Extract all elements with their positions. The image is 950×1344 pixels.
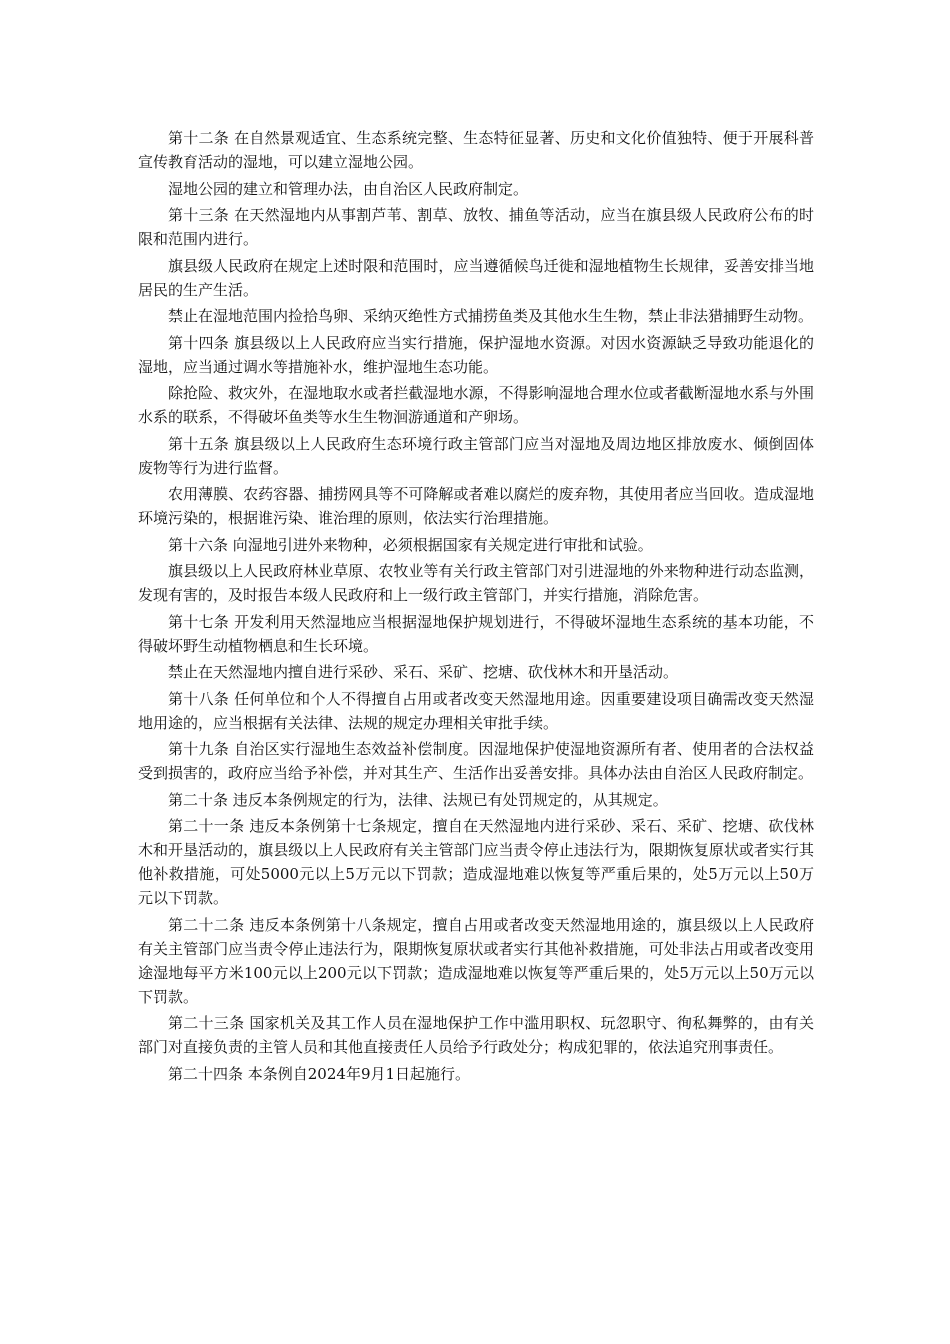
- paragraph-article-16: 第十六条 向湿地引进外来物种，必须根据国家有关规定进行审批和试验。: [168, 535, 653, 554]
- paragraph-wetland-park-rules: 湿地公园的建立和管理办法，由自治区人民政府制定。: [168, 179, 529, 198]
- paragraph-waste-recycling: 农用薄膜、农药容器、捕捞网具等不可降解或者难以腐烂的废弃物，其使用者应当回收。造成湿地环境污染的，根据谁污染、谁治理的原则，依法实行治理措施。: [138, 485, 814, 527]
- paragraph-article-15: 第十五条 旗县级以上人民政府生态环境行政主管部门应当对湿地及周边地区排放废水、倾倒固体废物等行为进行监督。: [138, 434, 814, 477]
- paragraph-article-20: 第二十条 违反本条例规定的行为，法律、法规已有处罚规定的，从其规定。: [168, 790, 668, 809]
- paragraph-article-13: 第十三条 在天然湿地内从事割芦苇、割草、放牧、捕鱼等活动，应当在旗县级人民政府公布的时限和范围内进行。: [138, 206, 814, 248]
- paragraph-prohibited-collection: 禁止在湿地范围内捡拾鸟卵、采纳灭绝性方式捕捞鱼类及其他水生生物，禁止非法猎捕野生动物。: [168, 307, 814, 325]
- paragraph-article-23: 第二十三条 国家机关及其工作人员在湿地保护工作中滥用职权、玩忽职守、徇私舞弊的，由有关部门对直接负责的主管人员和其他直接责任人员给予行政处分；构成犯罪的，依法追究刑事责任。: [138, 1014, 814, 1056]
- paragraph-prohibited-activities: 禁止在天然湿地内擅自进行采砂、采石、采矿、挖塘、砍伐林木和开垦活动。: [168, 663, 679, 681]
- document-body: [138, 126, 814, 1088]
- paragraph-article-14: 第十四条 旗县级以上人民政府应当实行措施，保护湿地水资源。对因水资源缺乏导致功能退化的湿地，应当通过调水等措施补水，维护湿地生态功能。: [138, 333, 814, 376]
- paragraph-article-22: 第二十二条 违反本条例第十八条规定，擅自占用或者改变天然湿地用途的，旗县级以上人民政府有关主管部门应当责令停止违法行为，限期恢复原状或者实行其他补救措施，可处非法占用或者改变用途湿地每平方米100元以上200元以下罚款；造成湿地难以恢复等严重后果的，处5万元以上50万元以下罚款。: [138, 915, 814, 1006]
- paragraph-time-range-rules: 旗县级人民政府在规定上述时限和范围时，应当遵循候鸟迁徙和湿地植物生长规律，妥善安排当地居民的生产生活。: [138, 256, 814, 299]
- paragraph-article-12: 第十二条 在自然景观适宜、生态系统完整、生态特征显著、历史和文化价值独特、便于开展科普宣传教育活动的湿地，可以建立湿地公园。: [138, 129, 814, 171]
- paragraph-article-17: 第十七条 开发利用天然湿地应当根据湿地保护规划进行，不得破坏湿地生态系统的基本功能，不得破坏野生动植物栖息和生长环境。: [138, 612, 814, 655]
- paragraph-water-intake-rules: 除抢险、救灾外，在湿地取水或者拦截湿地水源，不得影响湿地合理水位或者截断湿地水系与外围水系的联系，不得破坏鱼类等水生生物洄游通道和产卵场。: [138, 384, 814, 426]
- paragraph-article-24: 第二十四条 本条例自2024年9月1日起施行。: [168, 1064, 471, 1083]
- paragraph-article-21: 第二十一条 违反本条例第十七条规定，擅自在天然湿地内进行采砂、采石、采矿、挖塘、砍伐林木和开垦活动的，旗县级以上人民政府有关主管部门应当责令停止违法行为，限期恢复原状或者实行其他补救措施，可处5000元以上5万元以下罚款；造成湿地难以恢复等严重后果的，处5万元以上50万元以下罚款。: [138, 817, 814, 907]
- paragraph-article-18: 第十八条 任何单位和个人不得擅自占用或者改变天然湿地用途。因重要建设项目确需改变天然湿地用途的，应当根据有关法律、法规的规定办理相关审批手续。: [138, 689, 814, 732]
- paragraph-invasive-species-monitoring: 旗县级以上人民政府林业草原、农牧业等有关行政主管部门对引进湿地的外来物种进行动态监测，发现有害的，及时报告本级人民政府和上一级行政主管部门，并实行措施，消除危害。: [138, 562, 814, 604]
- paragraph-article-19: 第十九条 自治区实行湿地生态效益补偿制度。因湿地保护使湿地资源所有者、使用者的合法权益受到损害的，政府应当给予补偿，并对其生产、生活作出妥善安排。具体办法由自治区人民政府制定。: [138, 740, 814, 782]
